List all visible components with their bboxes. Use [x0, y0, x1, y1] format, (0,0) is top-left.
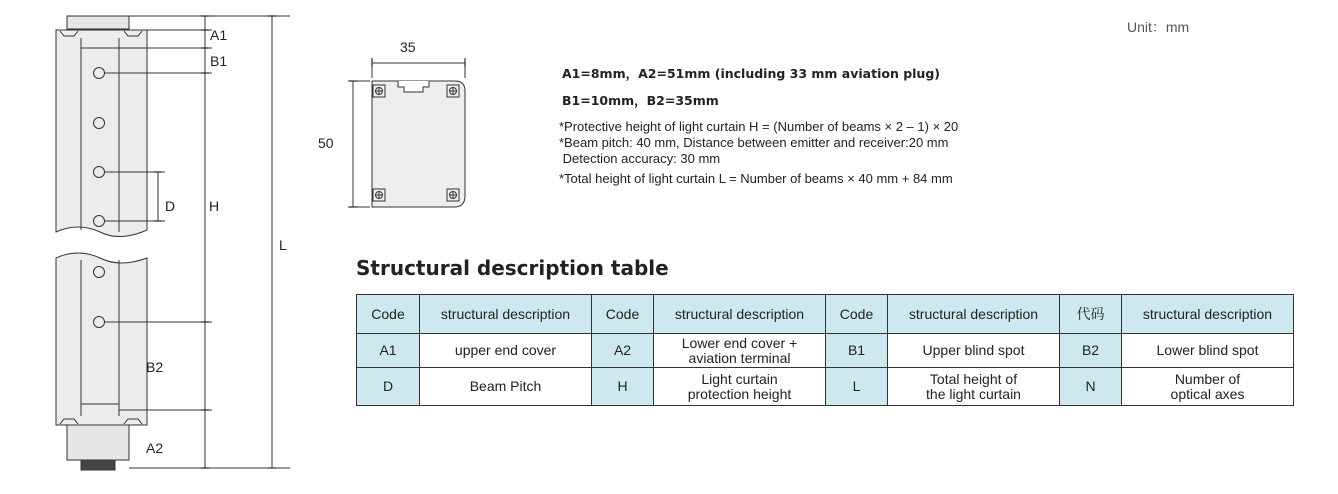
dim-label-h: H: [209, 198, 220, 214]
dim-label-l: L: [279, 237, 287, 253]
dim-label-a2: A2: [146, 440, 164, 456]
dim-label-height: 50: [318, 135, 334, 151]
code-cell: H: [592, 368, 654, 406]
description-cell: upper end cover: [420, 334, 592, 368]
code-cell: B2: [1060, 334, 1122, 368]
note-line: *Beam pitch: 40 mm, Distance between emitter and receiver:20 mm: [559, 135, 949, 150]
code-cell: L: [826, 368, 888, 406]
header-cell: 代码: [1060, 295, 1122, 334]
note-line: *Total height of light curtain L = Number of beams × 40 mm + 84 mm: [559, 171, 953, 186]
description-cell: Total height of the light curtain: [888, 368, 1060, 406]
description-cell: Lower blind spot: [1122, 334, 1294, 368]
dim-label-d: D: [165, 198, 176, 214]
bottom-end-cap: [67, 425, 129, 460]
description-cell: Number of optical axes: [1122, 368, 1294, 406]
unit-label: Unit：mm: [1127, 19, 1190, 35]
table-row: [357, 368, 1294, 406]
light-curtain-body-lower: [56, 253, 147, 425]
description-cell: Beam Pitch: [420, 368, 592, 406]
dim-label-width: 35: [400, 39, 416, 55]
header-cell: structural description: [654, 295, 826, 334]
description-cell: Light curtain protection height: [654, 368, 826, 406]
header-cell: structural description: [1122, 295, 1294, 334]
code-cell: N: [1060, 368, 1122, 406]
code-cell: D: [357, 368, 420, 406]
header-cell: structural description: [888, 295, 1060, 334]
note-line: Detection accuracy: 30 mm: [559, 151, 721, 166]
description-cell: Lower end cover + aviation terminal: [654, 334, 826, 368]
dim-label-b2: B2: [146, 359, 164, 375]
spec-line-a: A1=8mm，A2=51mm (including 33 mm aviation plug): [562, 66, 940, 81]
aviation-plug: [81, 460, 115, 470]
table-header-row: [357, 295, 1294, 334]
code-cell: A1: [357, 334, 420, 368]
code-cell: B1: [826, 334, 888, 368]
header-cell: Code: [357, 295, 420, 334]
table-title: Structural description table: [356, 256, 669, 280]
table-row: [357, 334, 1294, 368]
header-cell: Code: [826, 295, 888, 334]
spec-line-b: B1=10mm，B2=35mm: [562, 93, 719, 108]
code-cell: A2: [592, 334, 654, 368]
structural-description-table: [356, 294, 1294, 406]
light-curtain-body-upper: [56, 30, 147, 237]
cross-section-outline: [372, 81, 465, 207]
top-end-cap: [67, 16, 129, 29]
header-cell: Code: [592, 295, 654, 334]
header-cell: structural description: [420, 295, 592, 334]
dim-label-b1: B1: [210, 53, 228, 69]
description-cell: Upper blind spot: [888, 334, 1060, 368]
dim-label-a1: A1: [210, 27, 228, 43]
note-line: *Protective height of light curtain H = (Number of beams × 2 – 1) × 20: [559, 119, 959, 134]
